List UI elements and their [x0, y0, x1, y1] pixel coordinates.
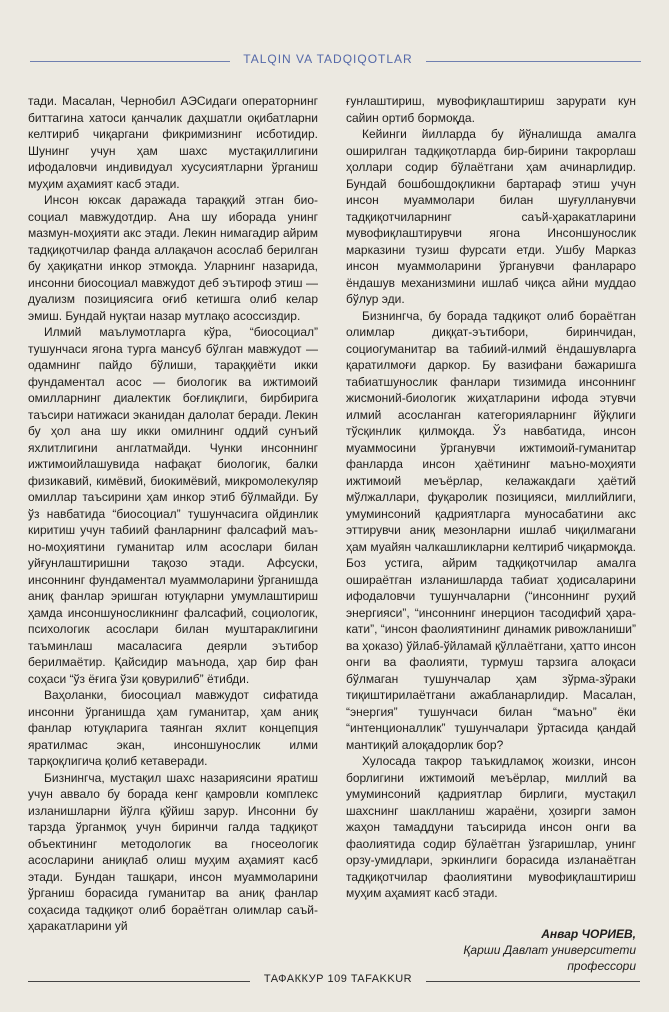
page-footer [0, 973, 669, 993]
author-name: Анвар ЧОРИЕВ, [541, 926, 636, 941]
paragraph: Ваҳоланки, биосоциал мавжудот сифатида инсонни ўрганишда ҳам гуманитар, ҳам аниқ фанлар ютуқларига таянган яхлит концепция яратилмас экан, инсоншунослик илми тарқоқлигича қолиб кетаверади. [28, 688, 318, 768]
left-column [28, 93, 318, 935]
right-column [346, 93, 636, 974]
header-rule-right [426, 61, 641, 62]
page-number-label: ТАФАККУР 109 TAFAKKUR [263, 973, 413, 985]
running-header [0, 52, 669, 72]
paragraph: Илмий маълумотларга кўра, “биосоциал” тушунчаси ягона турга мансуб бўлган мавжудот — одамнинг пайдо бўлиши, тараққиёти икки фундаментал асос — биологик ва ижтимоий омилларнинг диалектик боғлиқлиги, бирбирига таъсири натижаси эканидан далолат беради. Лекин бу ҳол ана шу икки омилнинг оддий сунъий яхлитлигини англатмайди. Чунки инсоннинг ижтимоийлашувида нафақат биологик, балки физикавий, кимёвий, биокимёвий, микромолекуляр омиллар таъсирини ҳам инкор этиб бўлмайди. Бу ўз навбатида “биосоциал” тушунчасига ойдинлик киритиш учун табиий фанларнинг фалсафий маъно-моҳиятини гуманитар илм асослари билан уйғунлаштиришни тақозо этади. Афсуски, инсоннинг фундаментал муаммоларини ўрганишда аниқ фанлар эришган ютуқларни умумлаштириш ҳамда инсоншуносликнинг фалсафий, социологик, психологик асослари билан муштараклигини таъминлаш масаласига деярли эътибор берилмаётир. Қайсидир маънода, ҳар бир фан соҳаси “ўз ёғига ўзи қовурилиб” ётибди. [28, 325, 318, 686]
paragraph: Кейинги йилларда бу йўналишда амалга оширилган тадқиқотларда бир-бирини такрорлаш ҳоллари содир бўлаётгани ҳам ачинарлидир. Бундай бошбошдоқликни бартараф этиш учун инсон муаммолари билан шуғулланувчи тадқиқотчиларнинг саъй-ҳаракатларини мувофиқлаштирувчи ягона Инсоншунослик марказини тузиш фурсати етди. Ушбу Марказ инсон муаммоларини ўрганувчи фанлараро ёндашув механизмини ишлаб чиқса айни муддао бўлур эди. [346, 127, 636, 306]
paragraph: Инсон юксак даражада тараққий этган биосоциал мавжудотдир. Ана шу иборада унинг мазмун-моҳияти акс этади. Лекин нимагадир айрим тадқиқотчилар фанда аллақачон асослаб берилган бу ҳақиқатни инкор этмоқда. Уларнинг назарида, инсонни биосоциал мавжудот деб эътироф этиш — дуализм позициясига оғиб кетишга олиб келар эмиш. Бундай нуқтаи назар мутлақо асоссиздир. [28, 193, 318, 323]
paragraph: Хулосада такрор таъкидламоқ жоизки, инсон борлигини ижтимоий меъёрлар, миллий ва умуминсоний қадриятлар бирлиги, мустақил шахснинг шаклланиш жараёни, ҳозирги замон жаҳон тамаддуни таъсирида инсон онги ва фаолиятида содир бўлаётган ўзгаришлар, унинг орзу-умидлари, эркинлиги борасида изланаётган тадқиқотчилар фаолиятини мувофиқлаштириш муҳим аҳамият касб этади. [346, 754, 636, 900]
author-affiliation: Қарши Давлат университети [463, 942, 636, 957]
footer-rule-right [426, 981, 640, 982]
author-position: профессори [567, 958, 636, 973]
paragraph: ғунлаштириш, мувофиқлаштириш зарурати кун сайин ортиб бормоқда. [346, 94, 636, 125]
paragraph: Бизнингча, бу борада тадқиқот олиб бораётган олимлар диққат-эътибори, биринчидан, социогуманитар ва табиий-илмий ёндашувларга қаратилмоғи даркор. Бу вазифани бажаришга табиатшунослик фанлари тизимида инсоннинг жисмоний-биологик жиҳатларини ифода этувчи илмий асосланган категорияларнинг йўқлиги тўсқинлик қилмоқда. Ўз навбатида, инсон муаммосини ўрганувчи ижтимоий-гуманитар фанларда инсон ҳаётининг маъно-моҳияти ижтимоий меъёрлар, келажакдаги ҳаётий мўлжаллари, фуқаролик позицияси, миллийлиги, умуминсоний қадриятларга муносабатини акс эттирувчи аниқ мезонларни ишлаб чиқилмагани ҳам муайян чалкашликларни келтириб чиқармоқда. Боз устига, айрим тадқиқотчилар амалга ошираётган изланишларда табиат ҳодисаларини ифодаловчи тушунчаларни (“инсоннинг руҳий энергияси”, “инсоннинг инерцион тасодифий ҳаракати”, “инсон фаолиятининг динамик ривожланиши” ва ҳоказо) ўйлаб-ўйламай қўллаётгани, ҳатто инсон онги ва фаолияти, турмуш тарзига алоқаси бўлмаган тушунчалар ҳам зўрма-зўраки тиқиштирилаётгани ажабланарлидир. Масалан, “энергия” тушунчаси билан “маъно” ёки “интенционаллик” тушунчалари ўртасида қандай мантиқий алоқадорлик бор? [346, 308, 636, 752]
header-rule-left [30, 61, 230, 62]
section-title: TALQIN VA TADQIQOTLAR [243, 52, 413, 66]
author-signature [346, 926, 636, 974]
paragraph: тади. Масалан, Чернобил АЭСидаги операторнинг биттагина хатоси қанчалик даҳшатли оқибатларни келтириб чиқаргани фикримизнинг исботидир. Шунинг учун ҳам шахс мустақиллигини ифодаловчи индивидуал хусусиятларни ўрганиш муҳим аҳамият касб этади. [28, 94, 318, 191]
paragraph: Бизнингча, мустақил шахс назариясини яратиш учун аввало бу борада кенг қамровли комплекс изланишларни йўлга қўйиш зарур. Инсонни бу тарзда ўрганмоқ учун биринчи галда тадқиқот объектининг методологик ва гносеологик асосларини аниқлаб олиш муҳим аҳамият касб этади. Бундан ташқари, инсон муаммоларини ўрганиш борасида гуманитар ва аниқ фанлар соҳасида тадқиқот олиб бораётган олимлар саъй-ҳаракатларини уй [28, 770, 318, 933]
footer-rule-left [28, 981, 250, 982]
